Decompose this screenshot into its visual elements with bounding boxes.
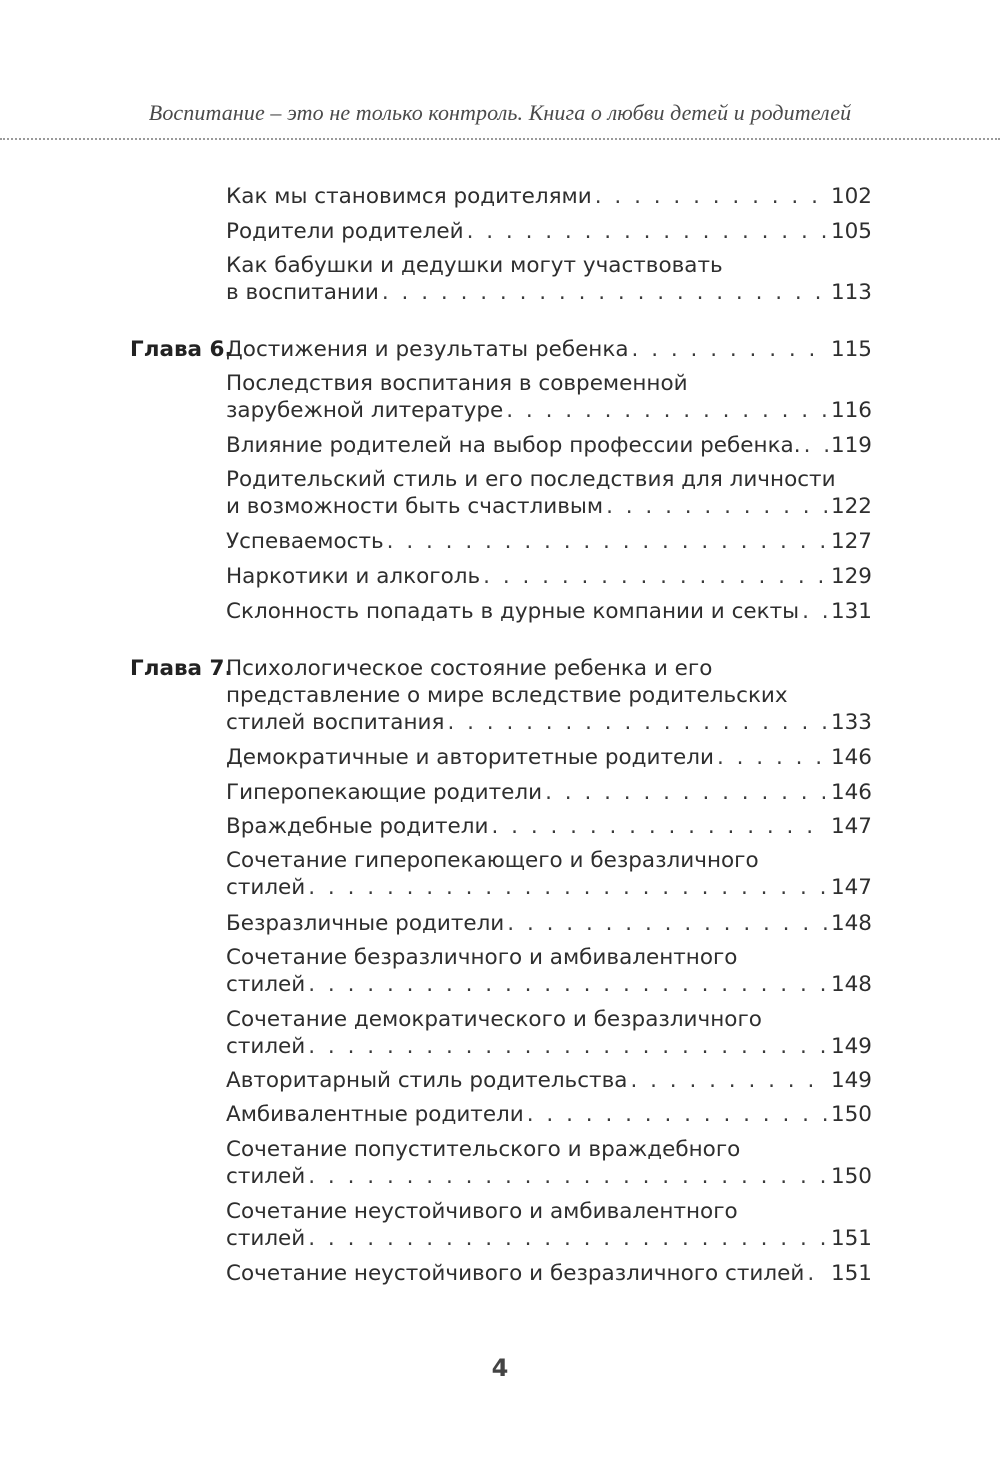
toc-page-number: 147 [830, 875, 872, 900]
toc-entry [226, 337, 872, 363]
toc-entry-text: Сочетание безразличного и амбивалентного [226, 945, 738, 970]
toc-entry-text: в воспитании [226, 280, 379, 305]
dot-leader [804, 433, 828, 459]
toc-entry [226, 494, 872, 520]
toc-entry-text: стилей [226, 1226, 306, 1251]
toc-page-number: 116 [830, 398, 872, 423]
toc-entry-text: стилей [226, 875, 306, 900]
toc-entry-text: Враждебные родители [226, 814, 489, 839]
dot-leader [545, 780, 828, 806]
toc-entry-text: Родители родителей [226, 219, 464, 244]
dot-leader [492, 814, 828, 840]
toc-entry [226, 599, 872, 625]
toc-entry [226, 875, 872, 901]
toc-entry-text: Как бабушки и дедушки могут участвовать [226, 253, 723, 278]
toc-page-number: 122 [830, 494, 872, 519]
toc-entry [226, 1226, 872, 1252]
toc-entry-text: Последствия воспитания в современной [226, 371, 688, 396]
dot-leader [308, 1034, 828, 1060]
dot-leader [467, 219, 828, 245]
toc-entry-text: Сочетание демократического и безразличного [226, 1007, 762, 1032]
dot-leader [308, 972, 828, 998]
toc-entry [226, 1261, 872, 1287]
toc-entry-text: Авторитарный стиль родительства [226, 1068, 628, 1093]
toc-entry-text: Психологическое состояние ребенка и его [226, 656, 713, 681]
toc-entry-text: Сочетание неустойчивого и безразличного стилей [226, 1261, 805, 1286]
toc-entry [226, 184, 872, 210]
toc-page-number: 131 [830, 599, 872, 624]
dot-leader [308, 875, 828, 901]
toc-page-number: 148 [830, 972, 872, 997]
toc-entry [226, 1164, 872, 1190]
toc-page-number: 148 [830, 911, 872, 936]
toc-entry-text: стилей [226, 1034, 306, 1059]
toc-entry-text: Безразличные родители [226, 911, 505, 936]
toc-entry-text: Демократичные и авторитетные родители [226, 745, 714, 770]
toc-page-number: 113 [830, 280, 872, 305]
toc-entry-text: стилей [226, 972, 306, 997]
toc-page-number: 146 [830, 745, 872, 770]
toc-entry-text: Наркотики и алкоголь [226, 564, 481, 589]
chapter-label: Глава 7. [130, 656, 233, 681]
dot-leader [507, 911, 828, 937]
toc-entry [226, 1102, 872, 1128]
dot-leader [382, 280, 828, 306]
toc-page-number: 150 [830, 1164, 872, 1189]
toc-entry [226, 1068, 872, 1094]
toc-entry-text: Сочетание неустойчивого и амбивалентного [226, 1199, 738, 1224]
page-number: 4 [491, 1354, 509, 1382]
dot-leader [632, 337, 828, 363]
toc-page-number: 119 [830, 433, 872, 458]
toc-entry-text: Склонность попадать в дурные компании и секты [226, 599, 800, 624]
toc-page-number: 133 [830, 710, 872, 735]
toc-page-number: 151 [830, 1226, 872, 1251]
toc-page-number: 151 [830, 1261, 872, 1286]
chapter-label: Глава 6. [130, 337, 233, 362]
toc-entry-text: Родительский стиль и его последствия для личности [226, 467, 836, 492]
toc-entry-text: стилей воспитания [226, 710, 445, 735]
toc-entry [226, 911, 872, 937]
running-head: Воспитание – это не только контроль. Книга о любви детей и родителей [148, 100, 852, 125]
toc-entry [226, 745, 872, 771]
toc-entry-text: Гиперопекающие родители [226, 780, 543, 805]
toc-entry-text: Сочетание гиперопекающего и безразличного [226, 848, 759, 873]
toc-entry [226, 433, 872, 459]
toc-entry-text: зарубежной литературе [226, 398, 504, 423]
toc-page-number: 147 [830, 814, 872, 839]
toc-entry-text: стилей [226, 1164, 306, 1189]
toc-entry [226, 814, 872, 840]
dot-leader [807, 1261, 828, 1287]
toc-entry-text: Успеваемость [226, 529, 384, 554]
toc-entry [226, 529, 872, 555]
toc-entry [226, 710, 872, 736]
dot-leader [717, 745, 828, 771]
toc-page-number: 102 [830, 184, 872, 209]
dot-leader [483, 564, 828, 590]
toc-entry-text: Сочетание попустительского и враждебного [226, 1137, 741, 1162]
dot-leader [595, 184, 828, 210]
toc-entry-text: Как мы становимся родителями [226, 184, 592, 209]
dot-leader [387, 529, 828, 555]
toc-page-number: 105 [830, 219, 872, 244]
toc-entry [226, 1034, 872, 1060]
toc-entry-text: Амбивалентные родители [226, 1102, 524, 1127]
dot-leader [308, 1164, 828, 1190]
toc-page-number: 149 [830, 1034, 872, 1059]
dot-leader [308, 1226, 828, 1252]
toc-page-number: 115 [830, 337, 872, 362]
dot-leader [527, 1102, 828, 1128]
toc-entry [226, 280, 872, 306]
toc-page-number: 127 [830, 529, 872, 554]
toc-entry [226, 219, 872, 245]
dot-leader [630, 1068, 828, 1094]
toc-page-number: 150 [830, 1102, 872, 1127]
toc-page-number: 129 [830, 564, 872, 589]
toc-entry-text: Влияние родителей на выбор профессии ребенка. [226, 433, 801, 458]
dot-leader [447, 710, 828, 736]
toc-page-number: 146 [830, 780, 872, 805]
dot-leader [802, 599, 828, 625]
dot-leader [606, 494, 828, 520]
toc-entry [226, 564, 872, 590]
toc-page-number: 149 [830, 1068, 872, 1093]
toc-entry [226, 972, 872, 998]
toc-entry-text: Достижения и результаты ребенка [226, 337, 629, 362]
toc-entry [226, 780, 872, 806]
toc-entry [226, 398, 872, 424]
dot-leader [506, 398, 828, 424]
toc-entry-text: представление о мире вследствие родительских [226, 683, 788, 708]
toc-entry-text: и возможности быть счастливым [226, 494, 604, 519]
